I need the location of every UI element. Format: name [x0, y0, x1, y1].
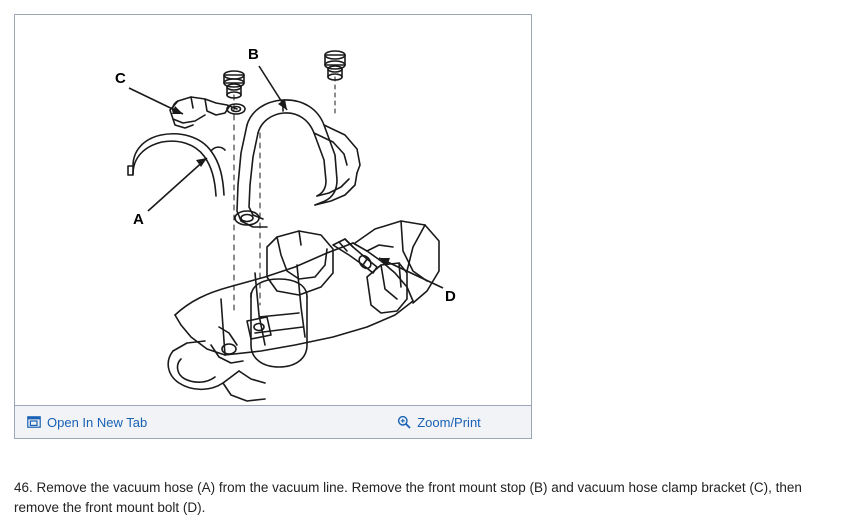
open-in-new-tab-button[interactable] [27, 415, 147, 429]
callout-label-b: B [248, 46, 259, 63]
magnifier-icon [397, 415, 411, 429]
figure-image[interactable] [15, 15, 531, 407]
callout-label-a: A [133, 211, 144, 228]
zoom-print-button[interactable] [397, 415, 481, 429]
figure-caption: 46. Remove the vacuum hose (A) from the vacuum line. Remove the front mount stop (B) and vacuum hose clamp bracket (C), then remove the front mount bolt (D). [14, 480, 802, 515]
callout-label-c: C [115, 70, 126, 87]
figure-panel [14, 14, 532, 439]
figure-toolbar [15, 405, 531, 438]
callout-label-d: D [445, 288, 456, 305]
open-in-new-tab-label: Open In New Tab [47, 414, 148, 430]
engine-mount-diagram [15, 15, 531, 407]
open-in-new-tab-icon [27, 415, 41, 429]
zoom-print-label: Zoom/Print [417, 414, 481, 430]
